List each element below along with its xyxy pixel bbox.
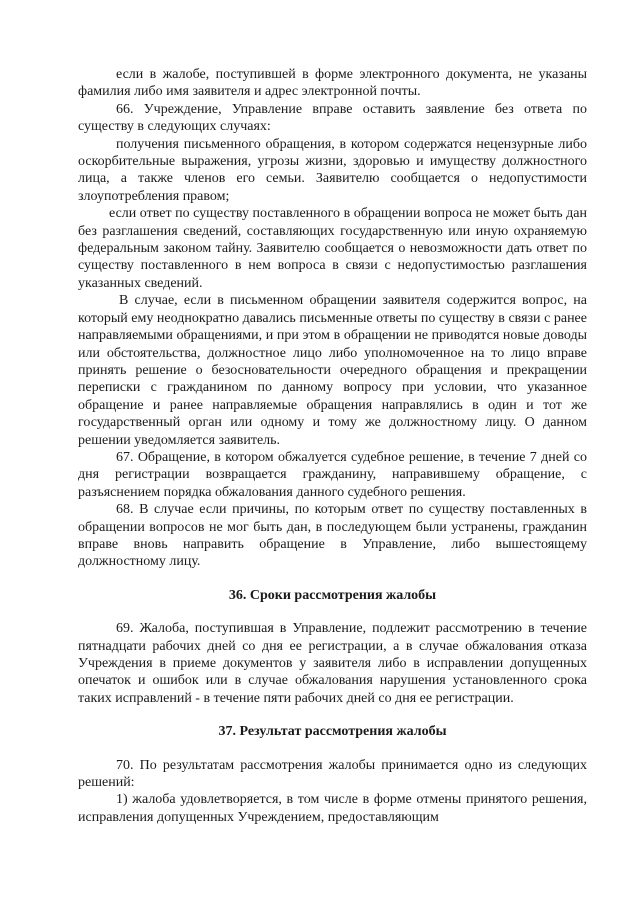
spacer bbox=[78, 604, 587, 620]
paragraph-66: 66. Учреждение, Управление вправе оставить заявление без ответа по существу в следующих случаях: bbox=[78, 101, 587, 135]
paragraph-70-item-1: 1) жалоба удовлетворяется, в том числе в форме отмены принятого решения, исправления допущенных Учреждением, предоставляющим bbox=[78, 792, 587, 825]
paragraph-66-case-secret: если ответ по существу поставленного в обращении вопроса не может быть дан без разглашения сведений, составляющих государственную или иную охраняемую федеральным законом тайну. Заявителю сообщается о невозможности дать ответ по существу поставленного в нем вопроса в связи с недопустимостью разглашения указанных сведений. bbox=[78, 206, 587, 291]
spacer bbox=[78, 707, 587, 723]
section-37-heading: 37. Результат рассмотрения жалобы bbox=[218, 724, 447, 740]
paragraph-68: 68. В случае если причины, по которым ответ по существу поставленных в обращении вопросов не мог быть дан, в последующем были устранены, гражданин вправе вновь направить обращение в Управление, либо вышестоящему должностному лицу. bbox=[78, 502, 587, 570]
paragraph-electronic-complaint: если в жалобе, поступившей в форме электронного документа, не указаны фамилия либо имя заявителя и адрес электронной почты. bbox=[78, 67, 587, 100]
paragraph-70: 70. По результатам рассмотрения жалобы принимается одно из следующих решений: bbox=[78, 757, 587, 791]
paragraph-69: 69. Жалоба, поступившая в Управление, подлежит рассмотрению в течение пятнадцати рабочих дней со дня ее регистрации, а в случае обжалования отказа Учреждения в приеме документов у заявителя либо в исправлении допущенных опечаток и ошибок или в случае обжалования нарушения установленного срока таких исправлений - в течение пяти рабочих дней со дня ее регистрации. bbox=[78, 621, 587, 706]
paragraph-repeated-appeal: В случае, если в письменном обращении заявителя содержится вопрос, на который ему неоднократно давались письменные ответы по существу в связи с ранее направляемыми обращениями, и при этом в обращении не приводятся новые доводы или обстоятельства, должностное лицо либо уполномоченное на то лицо вправе принять решение о безосновательности очередного обращения и прекращении переписки с гражданином по данному вопросу при условии, что указанное обращение и ранее направляемые обращения направлялись в один и тот же государственный орган или одному и тому же должностному лицу. О данном решении уведомляется заявитель. bbox=[78, 293, 587, 448]
paragraph-66-case-offensive: получения письменного обращения, в котором содержатся нецензурные либо оскорбительные выражения, угрозы жизни, здоровью и имуществу должностного лица, а также членов его семьи. Заявителю сообщается о недопустимости злоупотребления правом; bbox=[78, 136, 587, 204]
spacer bbox=[78, 741, 587, 757]
spacer bbox=[78, 571, 587, 587]
paragraph-67: 67. Обращение, в котором обжалуется судебное решение, в течение 7 дней со дня регистрации возвращается гражданину, направившему обращение, с разъяснением порядка обжалования данного судебного решения. bbox=[78, 449, 587, 500]
section-36-heading: 36. Сроки рассмотрения жалобы bbox=[228, 587, 437, 603]
